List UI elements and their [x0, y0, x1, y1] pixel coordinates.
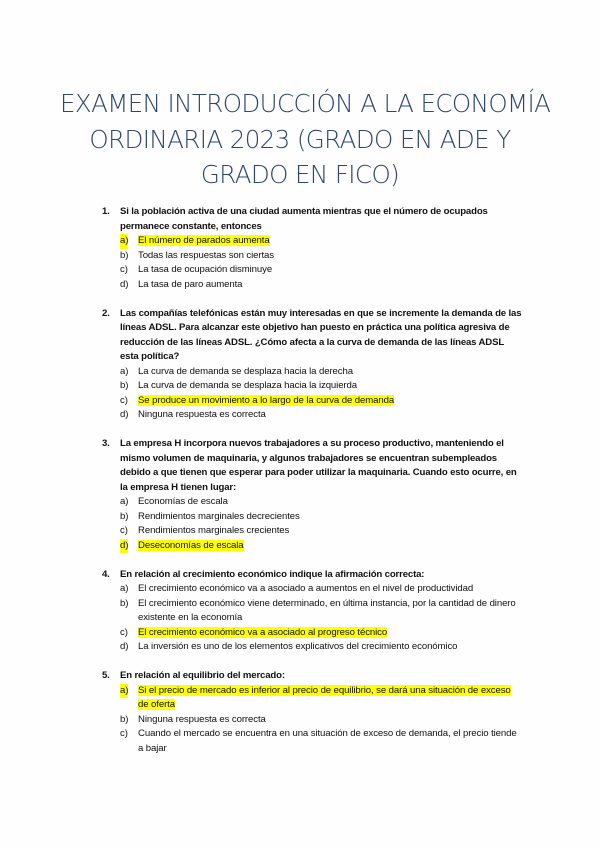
question-number: 3. — [102, 438, 110, 449]
option-text: Se produce un movimiento a lo largo de la curva de demanda — [138, 394, 395, 406]
option-letter: c) — [120, 728, 128, 739]
question-number: 2. — [102, 307, 110, 319]
option-letter: a) — [120, 496, 129, 507]
option-text: Economías de escala — [138, 496, 228, 507]
option-list — [102, 365, 522, 423]
option-letter: c) — [120, 626, 128, 638]
option-letter: d) — [120, 641, 129, 652]
option-a — [120, 495, 522, 510]
document-title — [60, 86, 551, 193]
option-letter: b) — [120, 510, 129, 522]
option-text: Ninguna respuesta es correcta — [138, 713, 266, 725]
question-text: En relación al equilibrio del mercado: — [120, 670, 285, 681]
option-text: Cuando el mercado se encuentra en una situación de exceso de demanda, el precio tiende a bajar — [138, 728, 517, 754]
option-list — [102, 234, 522, 292]
option-c — [120, 263, 522, 278]
option-letter: b) — [120, 713, 129, 725]
option-text: La inversión es uno de los elementos explicativos del crecimiento económico — [138, 641, 458, 652]
question-list — [102, 205, 522, 771]
option-c — [120, 727, 522, 756]
option-text: El número de parados aumenta — [138, 235, 270, 246]
option-letter: a) — [120, 365, 129, 377]
question-stem — [102, 568, 522, 583]
question-text: En relación al crecimiento económico indique la afirmación correcta: — [120, 568, 425, 580]
option-b — [120, 249, 522, 264]
option-a — [120, 582, 522, 597]
option-text: La tasa de ocupación disminuye — [138, 264, 273, 275]
option-letter: a) — [120, 583, 129, 594]
option-list — [102, 495, 522, 553]
option-text: Deseconomías de escala — [138, 539, 244, 551]
question-stem — [102, 205, 522, 234]
option-text: Todas las respuestas son ciertas — [138, 249, 274, 261]
option-c — [120, 626, 522, 641]
option-a — [120, 234, 522, 249]
option-b — [120, 713, 522, 728]
option-letter: b) — [120, 249, 129, 261]
option-list — [102, 582, 522, 655]
question-number: 5. — [102, 670, 110, 681]
option-text: El crecimiento económico va a asociado a aumentos en el nivel de productividad — [138, 583, 474, 594]
option-letter: d) — [120, 539, 128, 554]
question-text: Si la población activa de una ciudad aumenta mientras que el número de ocupados permanece constante, entonces — [120, 206, 488, 232]
option-text: Si el precio de mercado es inferior al precio de equilibrio, se dará una situación de exceso de oferta — [138, 684, 511, 710]
question-3 — [102, 437, 522, 553]
option-letter: d) — [120, 409, 129, 420]
option-text: El crecimiento económico viene determinado, en última instancia, por la cantidad de dinero existente en la economía — [138, 597, 516, 623]
question-stem — [102, 307, 522, 365]
option-d — [120, 539, 522, 554]
option-text: Ninguna respuesta es correcta — [138, 409, 266, 420]
option-c — [120, 394, 522, 409]
question-4 — [102, 568, 522, 655]
option-text: La curva de demanda se desplaza hacia la izquierda — [138, 380, 358, 391]
option-a — [120, 684, 522, 713]
option-d — [120, 640, 522, 655]
option-b — [120, 597, 522, 626]
option-letter: c) — [120, 394, 128, 406]
title-line: GRADO EN FICO) — [200, 160, 400, 189]
option-letter: a) — [120, 234, 128, 249]
question-stem — [102, 669, 522, 684]
option-letter: b) — [120, 380, 129, 391]
option-c — [120, 524, 522, 539]
question-number: 4. — [102, 568, 110, 580]
option-letter: d) — [120, 278, 129, 290]
question-number: 1. — [102, 206, 110, 217]
option-letter: a) — [120, 684, 128, 699]
option-text: Rendimientos marginales crecientes — [138, 525, 290, 536]
option-d — [120, 408, 522, 423]
option-text: Rendimientos marginales decrecientes — [138, 510, 300, 522]
option-b — [120, 379, 522, 394]
title-line: EXAMEN INTRODUCCIÓN A LA ECONOMÍA — [60, 89, 551, 118]
option-letter: c) — [120, 525, 128, 536]
option-d — [120, 278, 522, 293]
question-2 — [102, 307, 522, 423]
question-text: La empresa H incorpora nuevos trabajadores a su proceso productivo, manteniendo el mismo volumen de maquinaria, y algunos trabajadores se encuentran subempleados debido a que tienen que esperar para poder utilizar la maquinaria. Cuando esto ocurre, en la empresa H tienen lugar: — [120, 438, 517, 493]
question-stem — [102, 437, 522, 495]
option-b — [120, 510, 522, 525]
option-letter: b) — [120, 597, 129, 609]
option-letter: c) — [120, 264, 128, 275]
title-line: ORDINARIA 2023 (GRADO EN ADE Y — [89, 124, 511, 154]
option-a — [120, 365, 522, 380]
question-text: Las compañías telefónicas están muy interesadas en que se incremente la demanda de las líneas ADSL. Para alcanzar este objetivo han puesto en práctica una política agresiva de reducción de las líneas ADSL. ¿Cómo afecta a la curva de demanda de las líneas ADSL esta política? — [120, 307, 522, 362]
option-text: La curva de demanda se desplaza hacia la derecha — [138, 365, 353, 377]
option-text: El crecimiento económico va a asociado al progreso técnico — [138, 626, 388, 638]
option-text: La tasa de paro aumenta — [138, 278, 243, 290]
option-list — [102, 684, 522, 757]
question-1 — [102, 205, 522, 292]
question-5 — [102, 669, 522, 756]
